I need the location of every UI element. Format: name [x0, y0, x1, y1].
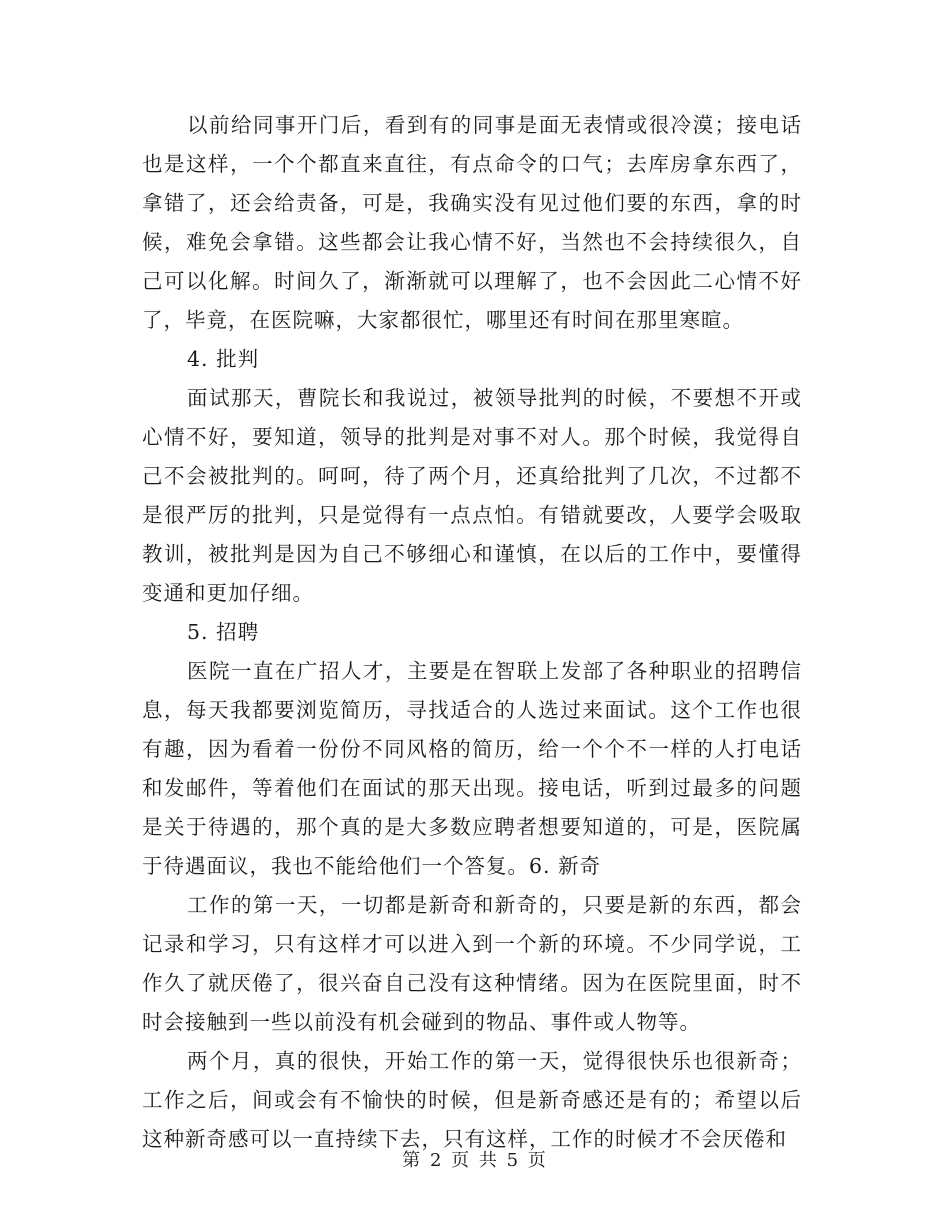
paragraph: 两个月，真的很快，开始工作的第一天，觉得很快乐也很新奇；工作之后，间或会有不愉快的时候，但是新奇感还是有的；希望以后这种新奇感可以一直持续下去，只有这样，工作的时候才不会厌倦和 — [142, 1049, 802, 1151]
document-body — [142, 106, 802, 1159]
section-heading: 5. 招聘 — [187, 620, 260, 644]
section-heading: 4. 批判 — [187, 347, 260, 371]
paragraph: 工作的第一天，一切都是新奇和新奇的，只要是新的东西，都会记录和学习，只有这样才可以进入到一个新的环境。不少同学说，工作久了就厌倦了，很兴奋自己没有这种情绪。因为在医院里面，时不时会接触到一些以前没有机会碰到的物品、事件或人物等。 — [142, 893, 802, 1034]
paragraph: 面试那天，曹院长和我说过，被领导批判的时候，不要想不开或心情不好，要知道，领导的批判是对事不对人。那个时候，我觉得自己不会被批判的。呵呵，待了两个月，还真给批判了几次，不过都不是很严厉的批判，只是觉得有一点点怕。有错就要改，人要学会吸取教训，被批判是因为自己不够细心和谨慎，在以后的工作中，要懂得变通和更加仔细。 — [142, 386, 802, 605]
paragraph: 医院一直在广招人才，主要是在智联上发部了各种职业的招聘信息，每天我都要浏览简历，寻找适合的人选过来面试。这个工作也很有趣，因为看着一份份不同风格的简历，给一个个不一样的人打电话和发邮件，等着他们在面试的那天出现。接电话，听到过最多的问题是关于待遇的，那个真的是大多数应聘者想要知道的，可是，医院属于待遇面议，我也不能给他们一个答复。6. 新奇 — [142, 659, 802, 878]
page-number-footer: 第 2 页 共 5 页 — [402, 1150, 548, 1171]
paragraph: 以前给同事开门后，看到有的同事是面无表情或很冷漠；接电话也是这样，一个个都直来直往，有点命令的口气；去库房拿东西了，拿错了，还会给责备，可是，我确实没有见过他们要的东西，拿的时候，难免会拿错。这些都会让我心情不好，当然也不会持续很久，自己可以化解。时间久了，渐渐就可以理解了，也不会因此二心情不好了，毕竟，在医院嘛，大家都很忙，哪里还有时间在那里寒暄。 — [142, 113, 802, 332]
